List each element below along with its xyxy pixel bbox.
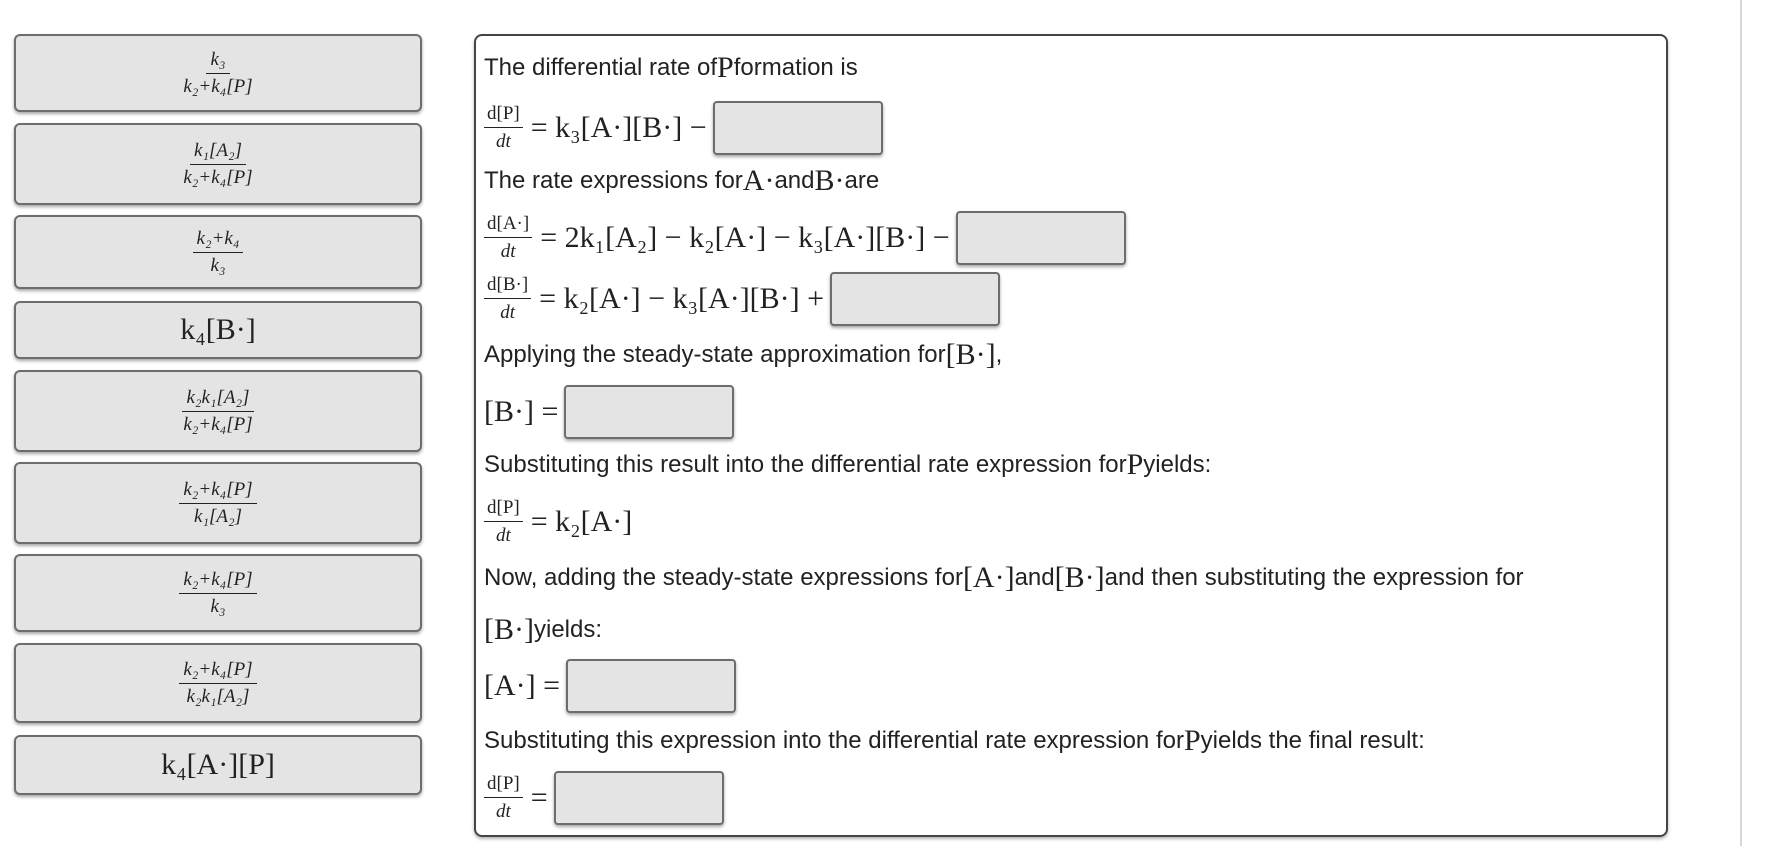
- choice-numerator: k₂+k₄[P]: [179, 479, 256, 504]
- equation-rhs: = 2k₁[A₂] − k₂[A·] − k₃[A·][B·] −: [540, 221, 950, 254]
- line-rate-expressions: [484, 164, 879, 198]
- choice-numerator: k₂+k₄[P]: [179, 659, 256, 684]
- text: The rate expressions for: [484, 167, 743, 194]
- choice-expression: k₄[B·]: [180, 313, 256, 346]
- choice-numerator: k₁[A₂]: [190, 140, 246, 165]
- text: Substituting this result into the differential rate expression for: [484, 451, 1127, 478]
- text: Substituting this expression into the differential rate expression for: [484, 727, 1184, 754]
- math-p: P: [717, 51, 734, 84]
- derivative-fraction: [484, 497, 523, 547]
- choice-denominator: k₂+k₄[P]: [183, 413, 253, 435]
- text: ,: [995, 341, 1003, 368]
- equation-lhs: [B·] =: [484, 395, 559, 428]
- text: The differential rate of: [484, 54, 718, 81]
- line-b-yields: [484, 610, 602, 650]
- denominator: dt: [495, 525, 511, 546]
- text: and then substituting the expression for: [1104, 564, 1524, 591]
- math-a: A·: [742, 164, 775, 197]
- choice-k4B[interactable]: [14, 301, 422, 359]
- derivative-fraction: [484, 213, 532, 263]
- equation-rhs: = k₂[A·]: [530, 505, 633, 538]
- text: yields the final result:: [1200, 727, 1425, 754]
- line-differential-rate: [484, 51, 858, 85]
- equation-rhs: = k₃[A·][B·] −: [530, 111, 707, 144]
- choice-numerator: k₂+k₄: [193, 228, 244, 253]
- drop-slot-2[interactable]: [956, 211, 1126, 265]
- choice-expression: k₄[A·][P]: [161, 748, 275, 781]
- choice-numerator: k₂k₁[A₂]: [182, 387, 253, 412]
- drop-slot-4[interactable]: [564, 385, 734, 439]
- equals-sign: =: [530, 781, 548, 814]
- numerator: d[B·]: [484, 274, 531, 299]
- text: formation is: [733, 54, 858, 81]
- equation-rhs: = k₂[A·] − k₃[A·][B·] +: [539, 282, 825, 315]
- derivative-fraction: [484, 773, 523, 823]
- numerator: d[P]: [484, 103, 523, 128]
- derivative-fraction: [484, 103, 523, 153]
- derivative-fraction: [484, 274, 531, 324]
- math-a-conc: [A·]: [962, 561, 1015, 594]
- equation-dA-dt: [484, 207, 1126, 269]
- math-b-conc: [B·]: [945, 338, 996, 371]
- choice-k2-plus-k4-over-k3[interactable]: [14, 215, 422, 289]
- text: Now, adding the steady-state expressions for: [484, 564, 963, 591]
- math-b-conc: [B·]: [484, 613, 534, 646]
- text: and: [774, 167, 815, 194]
- line-substituting-result: [484, 448, 1211, 482]
- line-final-substitution: [484, 723, 1425, 759]
- math-p: P: [1183, 724, 1201, 757]
- numerator: d[P]: [484, 773, 523, 798]
- choice-k3-over-k2-plus-k4P[interactable]: [14, 34, 422, 112]
- drop-slot-6[interactable]: [554, 771, 724, 825]
- equation-dB-dt: [484, 268, 1000, 330]
- choice-numerator: k₂+k₄[P]: [179, 569, 256, 594]
- equation-final: [484, 768, 724, 828]
- drop-slot-1[interactable]: [713, 101, 883, 155]
- denominator: dt: [495, 131, 511, 152]
- scrollbar-track[interactable]: [1740, 0, 1742, 846]
- text: are: [844, 167, 880, 194]
- choice-k1A2-over-k2-plus-k4P[interactable]: [14, 123, 422, 205]
- choice-k2-plus-k4P-over-k2k1A2[interactable]: [14, 643, 422, 723]
- choice-k2-plus-k4P-over-k1A2[interactable]: [14, 462, 422, 544]
- text: yields:: [1143, 451, 1212, 478]
- text: and: [1014, 564, 1055, 591]
- denominator: dt: [495, 801, 511, 822]
- equation-dP-dt: [484, 97, 883, 159]
- math-p: P: [1126, 448, 1144, 481]
- equation-B-steady: [484, 383, 734, 441]
- equation-lhs: [A·] =: [484, 669, 561, 702]
- text: Applying the steady-state approximation for: [484, 341, 946, 368]
- numerator: d[A·]: [484, 213, 532, 238]
- choice-denominator: k₂+k₄[P]: [183, 166, 253, 188]
- choice-denominator: k₃: [210, 595, 226, 617]
- choice-denominator: k₂k₁[A₂]: [186, 685, 250, 707]
- choice-k2-plus-k4P-over-k3[interactable]: [14, 554, 422, 632]
- text: yields:: [533, 616, 603, 643]
- choice-k4AP[interactable]: [14, 735, 422, 795]
- equation-A-steady: [484, 657, 736, 715]
- denominator: dt: [500, 302, 515, 323]
- equation-dP-dt-k2A: [484, 493, 632, 551]
- line-adding-steady-state: [484, 558, 1524, 598]
- denominator: dt: [500, 241, 516, 262]
- choice-denominator: k₃: [210, 254, 226, 276]
- drop-slot-5[interactable]: [566, 659, 736, 713]
- drop-slot-3[interactable]: [830, 272, 1000, 326]
- math-b: B·: [814, 164, 845, 197]
- math-b-conc: [B·]: [1054, 561, 1105, 594]
- line-steady-state: [484, 335, 1002, 375]
- choice-numerator: k₃: [206, 49, 229, 74]
- numerator: d[P]: [484, 497, 523, 522]
- choice-denominator: k₁[A₂]: [193, 505, 243, 527]
- choice-denominator: k₂+k₄[P]: [183, 75, 253, 97]
- choice-k2k1A2-over-k2-plus-k4P[interactable]: [14, 370, 422, 452]
